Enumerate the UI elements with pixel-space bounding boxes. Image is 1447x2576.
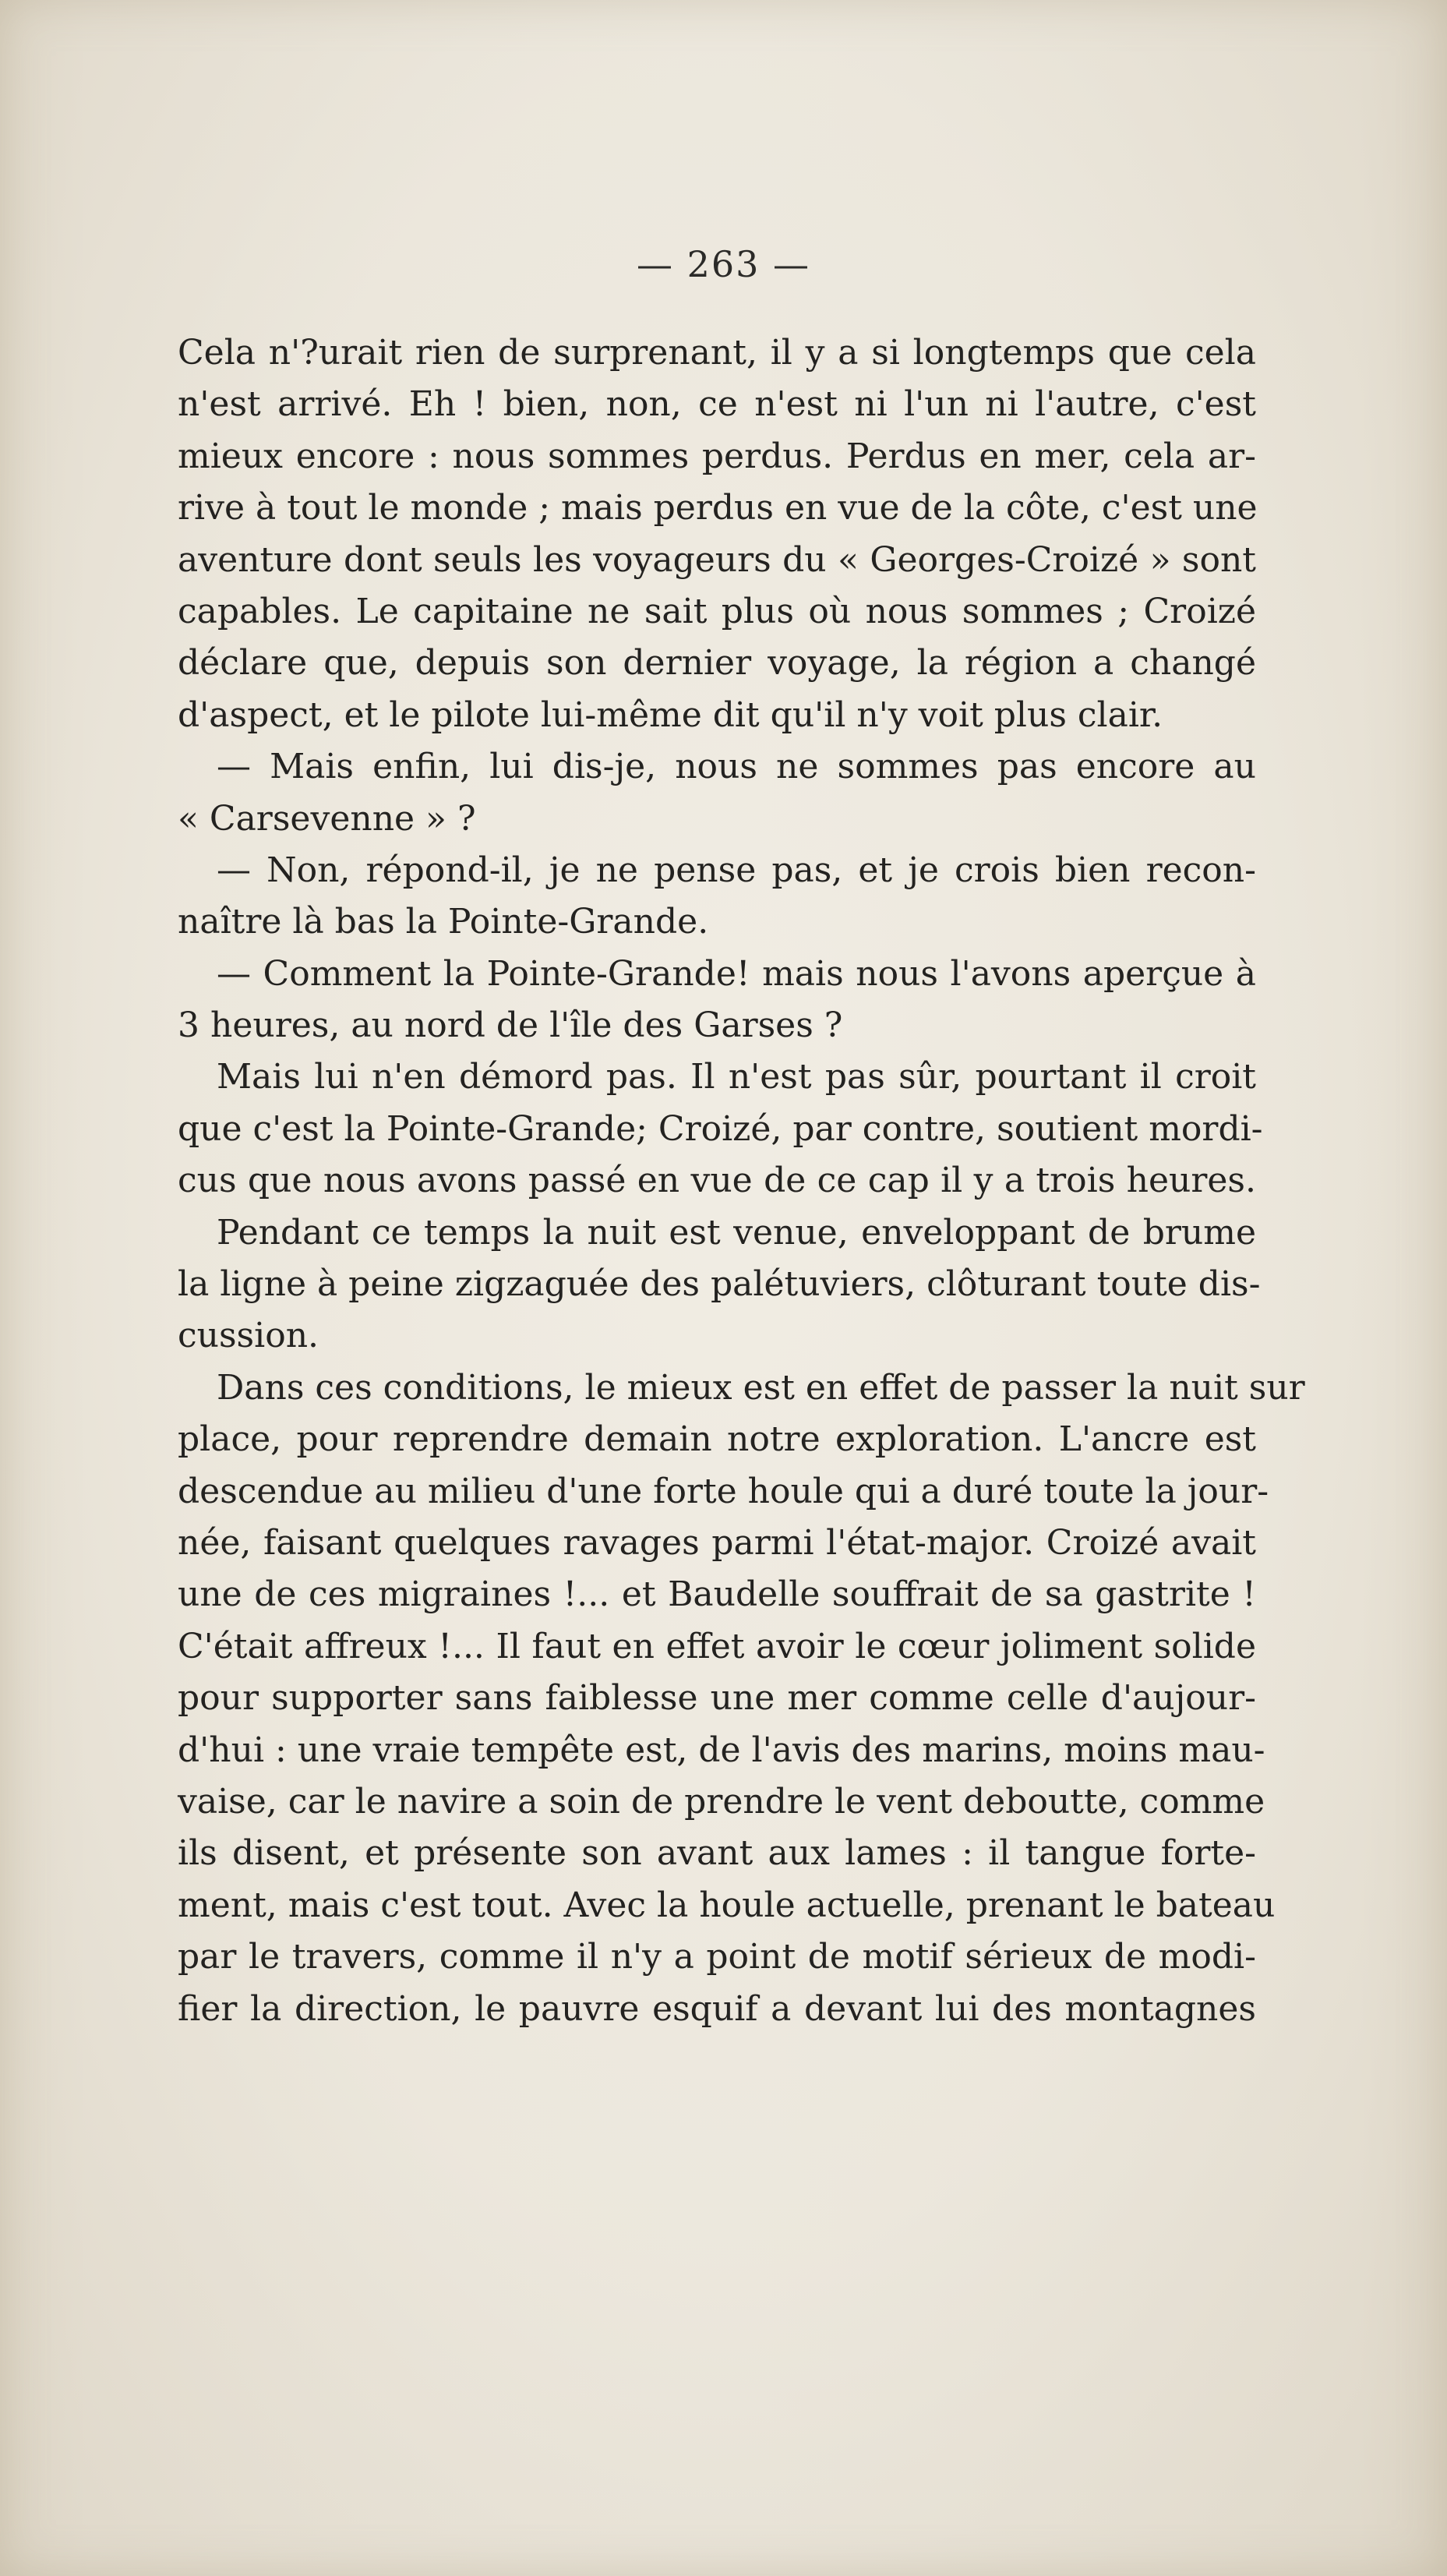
text-line: — Mais enfin, lui dis-je, nous ne sommes pas encore au [217,747,1256,787]
text-line: capables. Le capitaine ne sait plus où nous sommes ; Croizé [178,591,1256,631]
text-line: place, pour reprendre demain notre exploration. L'ancre est [178,1419,1256,1460]
text-line: d'aspect, et le pilote lui-même dit qu'il n'y voit plus clair. [178,694,1163,735]
text-line: « Carsevenne » ? [178,798,476,839]
body-text [178,327,1305,2035]
text-line: pour supporter sans faiblesse une mer comme celle d'aujour- [178,1678,1256,1719]
text-line: vaise, car le navire a soin de prendre le vent deboutte, comme [178,1781,1265,1822]
text-line: aventure dont seuls les voyageurs du « Georges-Croizé » sont [178,539,1256,580]
text-line: Pendant ce temps la nuit est venue, enveloppant de brume [217,1212,1256,1253]
text-line: ils disent, et présente son avant aux lames : il tangue forte- [178,1833,1256,1874]
text-line: mieux encore : nous sommes perdus. Perdus en mer, cela ar- [178,436,1256,476]
text-line: descendue au milieu d'une forte houle qui a duré toute la jour- [178,1471,1269,1511]
text-line: ment, mais c'est tout. Avec la houle actuelle, prenant le bateau [178,1885,1276,1925]
text-line: née, faisant quelques ravages parmi l'état-major. Croizé avait [178,1522,1256,1563]
text-line: rive à tout le monde ; mais perdus en vue de la côte, c'est une [178,488,1258,528]
text-line: d'hui : une vraie tempête est, de l'avis des marins, moins mau- [178,1730,1265,1770]
text-line: — Comment la Pointe-Grande! mais nous l'avons aperçue à [217,953,1256,994]
text-line: la ligne à peine zigzaguée des palétuviers, clôturant toute dis- [178,1264,1261,1305]
text-line: C'était affreux !... Il faut en effet avoir le cœur joliment solide [178,1626,1256,1666]
text-line: 3 heures, au nord de l'île des Garses ? [178,1005,843,1046]
text-line: — Non, répond-il, je ne pense pas, et je crois bien recon- [217,850,1256,890]
text-line: une de ces migraines !... et Baudelle souffrait de sa gastrite ! [178,1574,1256,1615]
text-line: n'est arrivé. Eh ! bien, non, ce n'est ni l'un ni l'autre, c'est [178,384,1256,425]
text-line: déclare que, depuis son dernier voyage, la région a changé [178,643,1256,684]
text-line: par le travers, comme il n'y a point de motif sérieux de modi- [178,1937,1256,1977]
text-line: cussion. [178,1316,319,1356]
text-line: que c'est la Pointe-Grande; Croizé, par contre, soutient mordi- [178,1108,1263,1149]
text-line: Mais lui n'en démord pas. Il n'est pas sûr, pourtant il croit [217,1057,1256,1097]
text-line: fier la direction, le pauvre esquif a devant lui des montagnes [178,1988,1256,2029]
text-line: Cela n'?urait rien de surprenant, il y a si longtemps que cela [178,333,1256,373]
text-line: cus que nous avons passé en vue de ce cap il y a trois heures. [178,1161,1256,1201]
text-line: Dans ces conditions, le mieux est en effet de passer la nuit sur [217,1367,1305,1408]
page-number: — 263 — [636,243,811,285]
text-line: naître là bas la Pointe-Grande. [178,902,709,942]
